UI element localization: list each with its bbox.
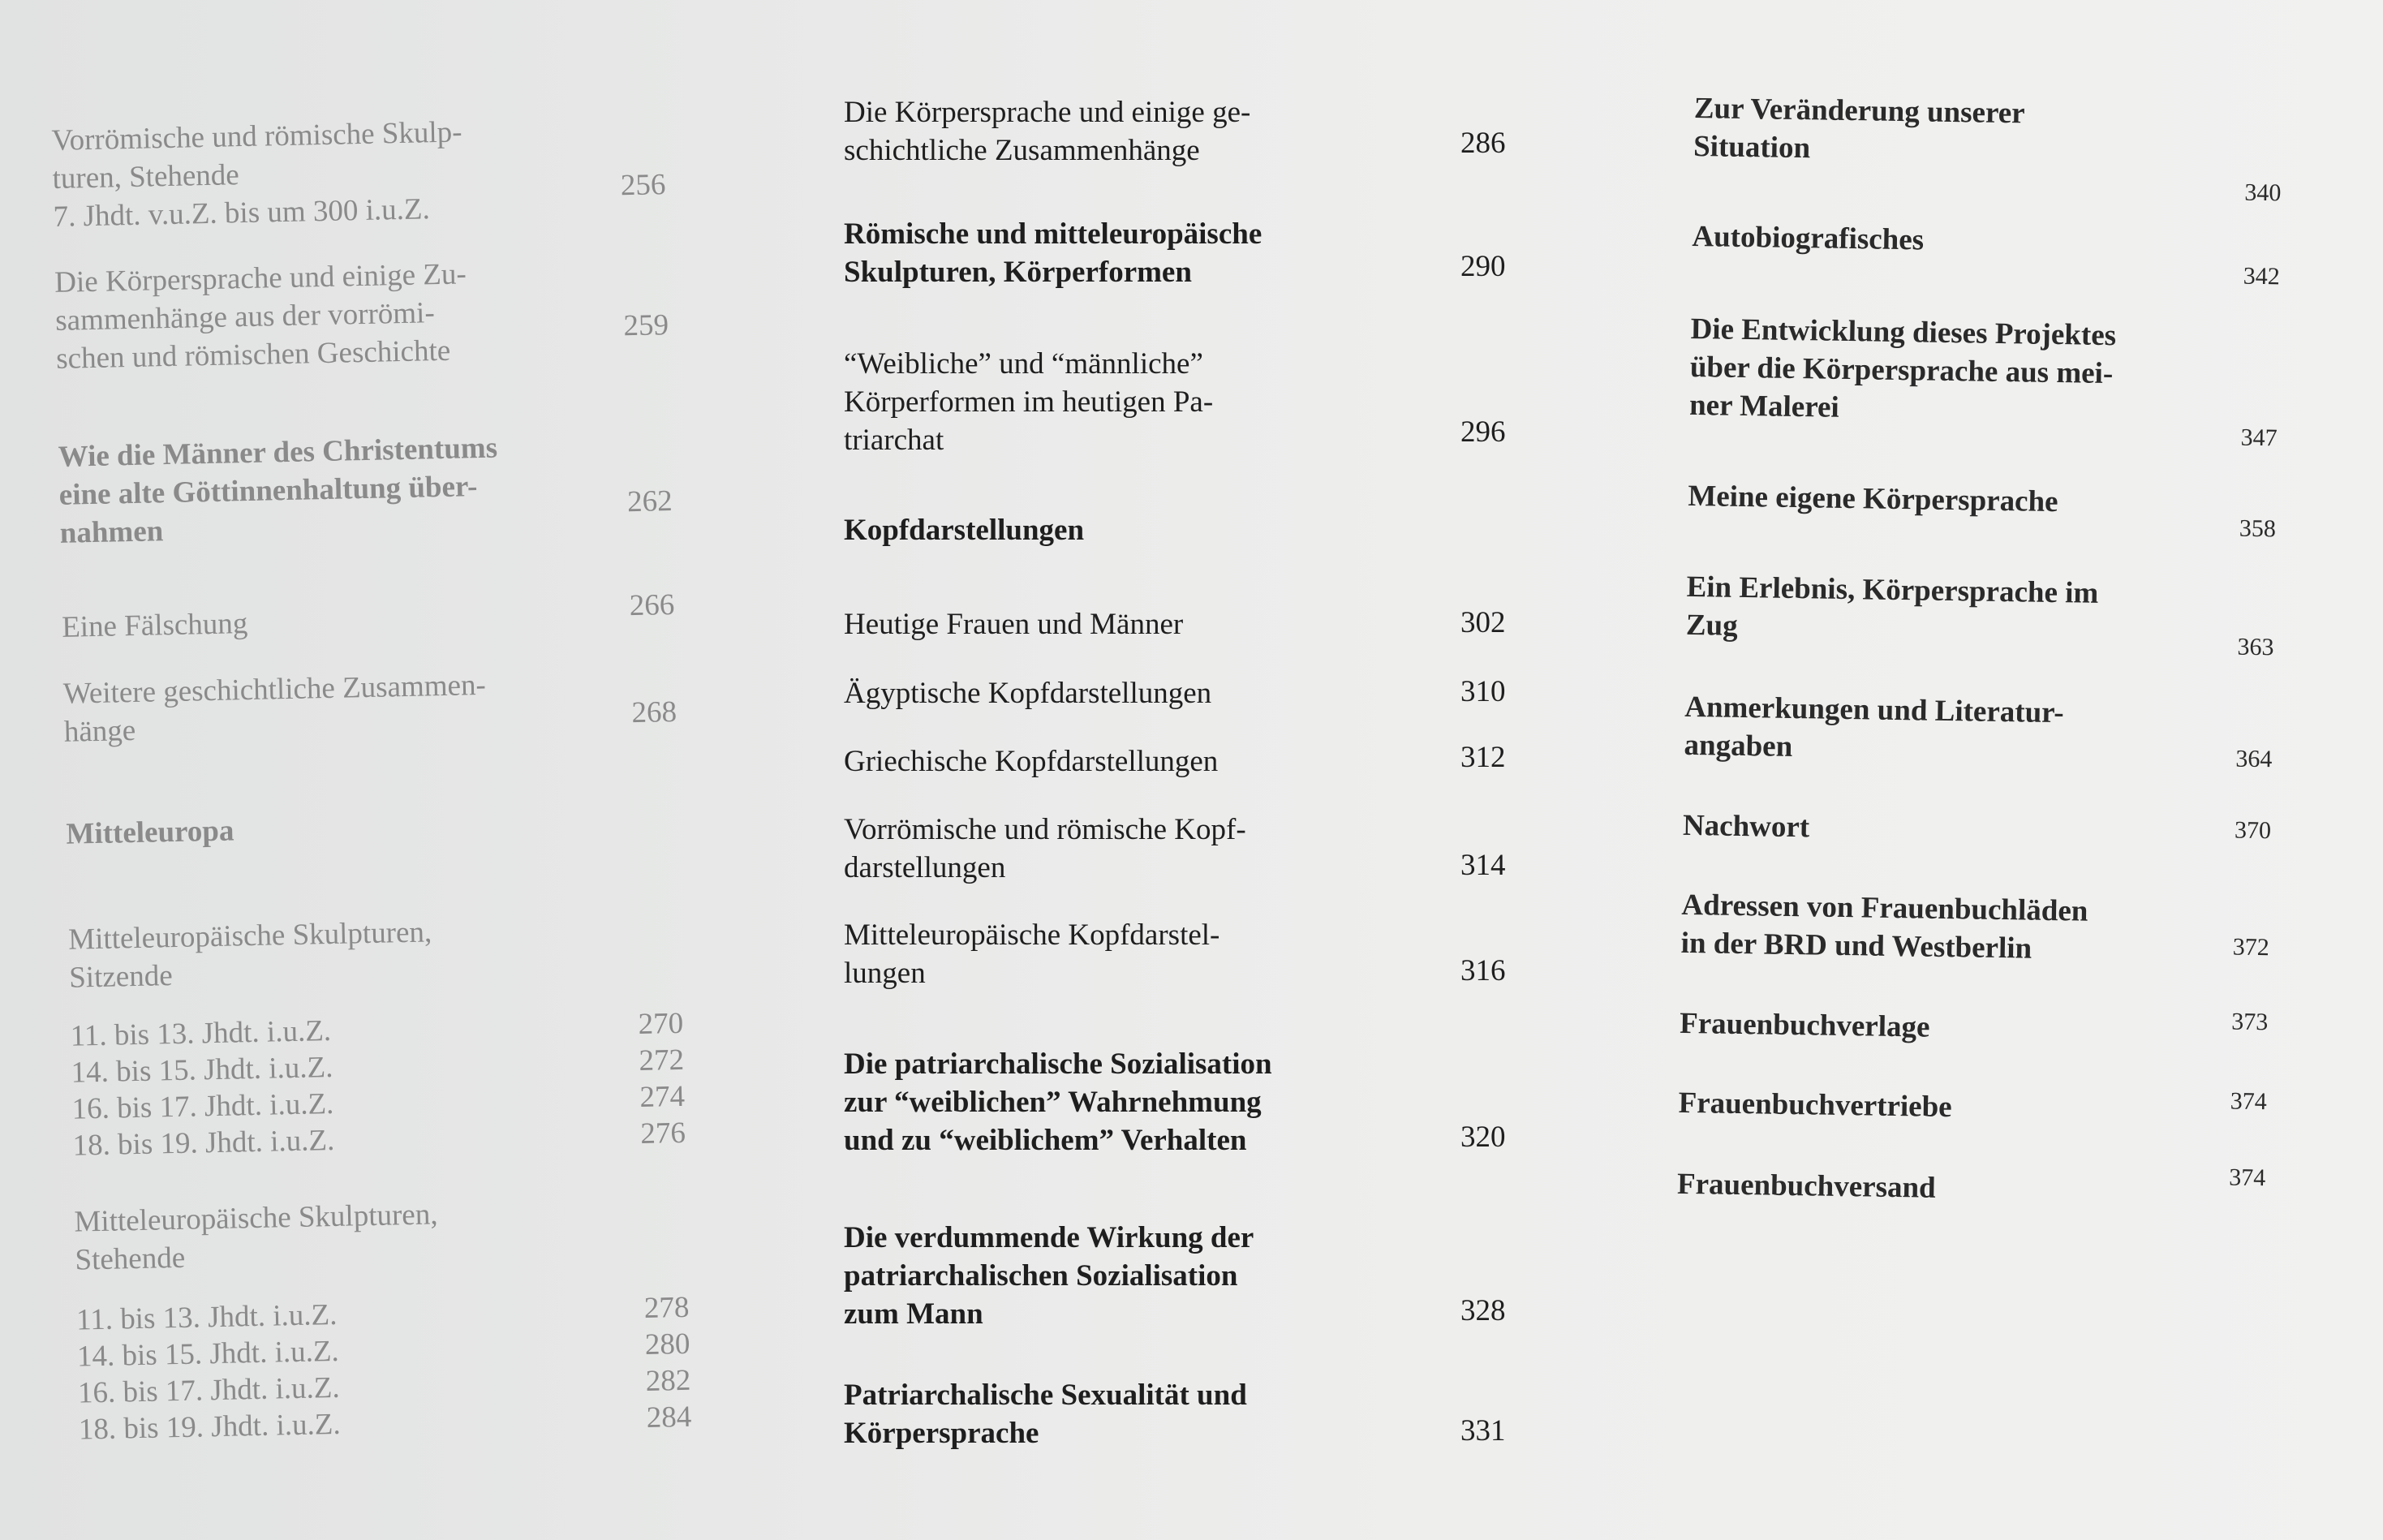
subsection-heading <box>68 907 719 997</box>
toc-entry-title: Vorrömische und römische Kopf- darstellungen <box>844 813 1246 884</box>
toc-entry <box>62 661 713 751</box>
toc-entry-page: 316 <box>1460 954 1506 987</box>
toc-entry-page: 358 <box>2239 514 2277 543</box>
toc-entry-title: Wie die Männer des Christentums eine alte Göttinnenhaltung über- nahmen <box>58 431 498 550</box>
toc-entry-page: 262 <box>626 484 673 519</box>
toc-entry-title: Die Entwicklung dieses Projektes über die Körpersprache aus mei- ner Malerei <box>1688 312 2117 424</box>
toc-entry-title: Weitere geschichtliche Zusammen- hänge <box>62 668 487 749</box>
toc-entry-page: 342 <box>2243 262 2280 290</box>
toc-entry <box>844 93 1574 170</box>
toc-entry-title: Patriarchalische Sexualität und Körpersprache <box>844 1379 1247 1450</box>
section-heading-title: Mitteleuropa <box>66 814 234 851</box>
toc-entry <box>1680 886 2298 972</box>
toc-entry-page: 312 <box>1460 741 1506 774</box>
toc-entry-page: 286 <box>1460 127 1506 160</box>
toc-entry-page: 347 <box>2240 424 2278 452</box>
toc-entry-title: Meine eigene Körpersprache <box>1688 479 2058 519</box>
toc-entry-page: 302 <box>1460 606 1506 639</box>
toc-entry-page: 290 <box>1460 250 1506 283</box>
toc-entry-title: Zur Veränderung unserer Situation <box>1693 91 2025 166</box>
toc-entry <box>1678 1084 2295 1132</box>
toc-entry-title: Frauenbuchverlage <box>1679 1006 1930 1044</box>
toc-entry <box>61 588 712 647</box>
toc-entry <box>1685 568 2303 661</box>
toc-entry-title: Frauenbuchvertriebe <box>1678 1086 1952 1125</box>
toc-entry <box>844 345 1574 459</box>
toc-entry-page: 259 <box>623 308 669 343</box>
era-page: 272 <box>639 1043 685 1078</box>
toc-entry-page: 328 <box>1460 1294 1506 1327</box>
toc-entry-title: Nachwort <box>1682 808 1810 845</box>
era-label: 11. bis 13. Jhdt. i.u.Z. <box>70 1013 332 1053</box>
toc-entry-title: Mitteleuropäische Kopfdarstel- lungen <box>844 918 1220 990</box>
toc-entry <box>844 215 1574 291</box>
toc-entry <box>51 108 703 236</box>
toc-entry-title: Eine Fälschung <box>61 607 248 644</box>
toc-entry-title: Vorrömische und römische Skulp- turen, Stehende 7. Jhdt. v.u.Z. bis um 300 i.u.Z. <box>51 115 462 234</box>
toc-entry <box>844 674 1574 712</box>
era-page: 282 <box>645 1363 691 1398</box>
era-label: 14. bis 15. Jhdt. i.u.Z. <box>71 1050 333 1090</box>
toc-entry <box>1688 477 2305 543</box>
toc-entry-page: 363 <box>2237 633 2274 661</box>
toc-entry-title: Die Körpersprache und einige Zu- sammenhänge aus der vorrömi- schen und römischen Geschichte <box>54 257 467 376</box>
toc-entry-page: 296 <box>1460 415 1506 449</box>
toc-entry-title: Die verdummende Wirkung der patriarchalischen Sozialisation zum Mann <box>844 1221 1254 1331</box>
toc-entry-page: 340 <box>2244 179 2282 207</box>
toc-entry-title: Griechische Kopfdarstellungen <box>844 745 1219 778</box>
toc-entry <box>54 250 706 378</box>
toc-entry-page: 373 <box>2231 1008 2269 1036</box>
era-page: 280 <box>644 1327 690 1361</box>
subsection-title: Mitteleuropäische Skulpturen, Sitzende <box>67 915 432 995</box>
era-page: 284 <box>646 1400 692 1435</box>
era-page: 270 <box>638 1006 684 1042</box>
toc-entry-title: Römische und mitteleuropäische Skulpturen, Körperformen <box>844 217 1262 289</box>
section-heading-title: Kopfdarstellungen <box>844 514 1085 547</box>
era-label: 14. bis 15. Jhdt. i.u.Z. <box>76 1334 340 1374</box>
toc-entry-title: Die Körpersprache und einige ge- schichtliche Zusammenhänge <box>844 96 1251 167</box>
toc-entry <box>1684 688 2301 774</box>
subsection-title: Mitteleuropäische Skulpturen, Stehende <box>74 1198 438 1277</box>
toc-entry <box>844 916 1574 992</box>
toc-entry-title: Die patriarchalische Sozialisation zur “weiblichen” Wahrnehmung und zu “weiblichem” Verhalten <box>844 1047 1272 1157</box>
era-list-stehende <box>76 1288 729 1448</box>
toc-entry-page: 370 <box>2234 816 2272 845</box>
toc-entry-page: 256 <box>620 168 666 203</box>
era-label: 18. bis 19. Jhdt. i.u.Z. <box>72 1123 335 1163</box>
toc-entry-page: 268 <box>631 695 677 730</box>
toc-entry-title: Heutige Frauen und Männer <box>844 608 1184 641</box>
era-page: 278 <box>643 1290 690 1325</box>
toc-entry <box>1677 1165 2295 1213</box>
toc-entry <box>1683 807 2300 854</box>
toc-entry-page: 310 <box>1460 675 1506 708</box>
toc-column-right <box>1676 0 2312 1205</box>
toc-entry-title: Frauenbuchversand <box>1676 1167 1937 1205</box>
toc-entry-title: Anmerkungen und Literatur- angaben <box>1684 690 2064 764</box>
toc-entry-page: 372 <box>2232 933 2270 961</box>
era-label: 11. bis 13. Jhdt. i.u.Z. <box>75 1297 338 1337</box>
toc-entry-page: 314 <box>1460 849 1506 882</box>
toc-entry-title: Adressen von Frauenbuchläden in der BRD und Westberlin <box>1680 888 2088 966</box>
era-page: 274 <box>639 1079 686 1115</box>
subsection-heading <box>74 1189 725 1280</box>
toc-entry-title: “Weibliche” und “männliche” Körperformen im heutigen Pa- triarchat <box>844 347 1214 457</box>
section-heading <box>66 802 716 854</box>
toc-entry-page: 320 <box>1460 1121 1506 1154</box>
toc-entry <box>1693 89 2311 207</box>
toc-entry-page: 266 <box>629 588 675 623</box>
era-label: 16. bis 17. Jhdt. i.u.Z. <box>71 1086 334 1126</box>
toc-entry <box>844 1219 1574 1333</box>
toc-entry-page: 364 <box>2235 745 2273 773</box>
toc-entry <box>844 811 1574 887</box>
toc-entry-page: 374 <box>2229 1164 2266 1192</box>
era-label: 16. bis 17. Jhdt. i.u.Z. <box>77 1370 341 1410</box>
toc-entry <box>1688 310 2308 452</box>
toc-entry-page: 374 <box>2230 1087 2268 1116</box>
toc-entry <box>844 605 1574 643</box>
toc-entry <box>844 742 1574 781</box>
toc-entry-title: Ein Erlebnis, Körpersprache im Zug <box>1685 570 2099 643</box>
toc-entry-title: Autobiografisches <box>1692 219 1925 257</box>
toc-entry-page: 331 <box>1460 1414 1506 1448</box>
toc-entry <box>844 1045 1574 1159</box>
toc-entry <box>58 424 709 553</box>
toc-entry-title: Ägyptische Kopfdarstellungen <box>844 677 1212 710</box>
section-heading <box>844 511 1574 549</box>
era-label: 18. bis 19. Jhdt. i.u.Z. <box>78 1407 342 1447</box>
toc-entry <box>844 1376 1574 1452</box>
toc-entry <box>1692 217 2309 290</box>
toc-entry <box>1680 1004 2297 1052</box>
era-list-sitzende <box>70 1004 722 1164</box>
era-page: 276 <box>639 1116 686 1151</box>
